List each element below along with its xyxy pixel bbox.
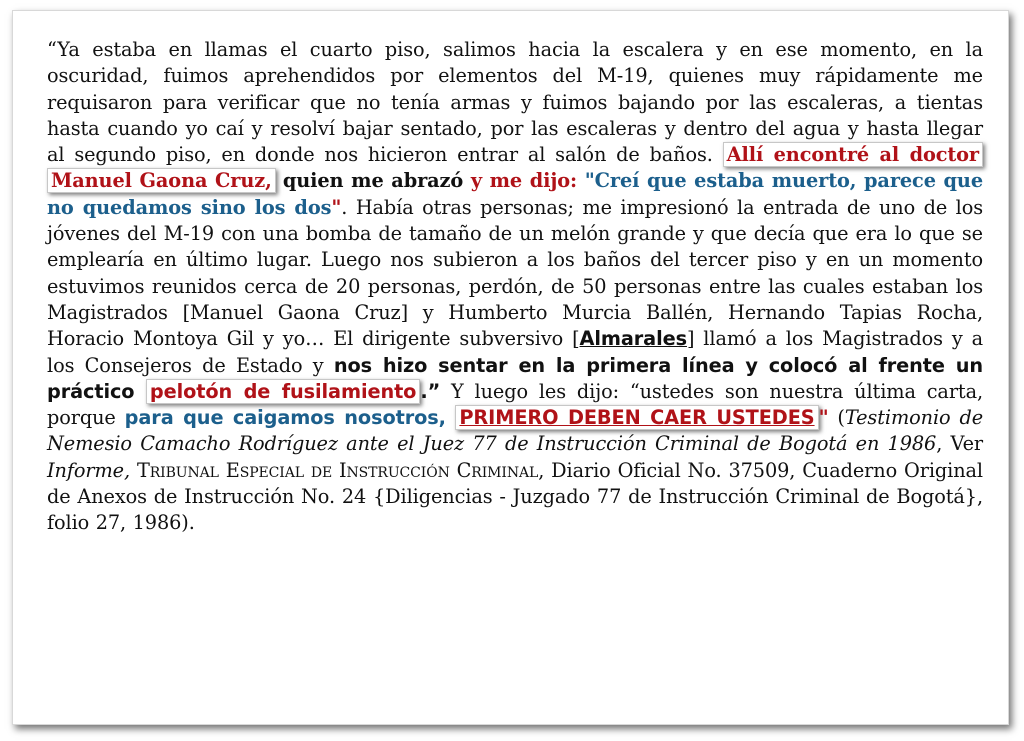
quote-text-3: ] llamó a los Magistrados y a los Consejeros de Estado y [47,327,983,377]
emphasis-caigamos: para que caigamos nosotros, [124,406,456,430]
spacer [276,169,283,192]
quote-text-7 [130,459,137,482]
highlight-peloton: pelotón de fusilamiento [146,379,420,404]
emphasis-closing: .” [420,379,441,403]
emphasis-dijo: y me dijo: [463,169,585,193]
highlight-primero-deben-caer: PRIMERO DEBEN CAER USTEDES [455,405,818,430]
closing-quote-mark: " [331,195,342,219]
quote-text-6: , Ver [936,432,983,456]
citation-tribunal: Tribunal Especial de Instrucción Criminal [136,458,539,482]
quote-text-5: ( [828,406,845,430]
name-almarales: Almarales [579,327,687,351]
testimony-quote [47,37,983,537]
quote-crei-que-estaba-muerto: "Creí que estaba muerto, parece que no quedamos sino los dos [47,169,984,219]
closing-quote-mark-2: " [818,406,829,430]
quote-text-4: Y luego les dijo: “ustedes son nuestra última carta, porque [47,379,984,430]
emphasis-primera-linea: nos hizo sentar en la primera línea y colocó al frente un práctico [47,353,983,403]
quote-text-1: “Ya estaba en llamas el cuarto piso, salimos hacia la escalera y en ese momento, en la oscuridad, fuimos aprehendidos por elementos del M-19, quienes muy rápidamente me requisaron para verificar que no tenía armas y fuimos bajando por las escaleras, a tientas hasta cuando yo caí y resolví bajar sentado, por las escaleras y dentro del agua y hasta llegar al segundo piso, en donde nos hicieron entrar al salón de baños. [47,38,983,167]
quote-text-2: . Había otras personas; me impresionó la entrada de uno de los jóvenes del M-19 con una bomba de tamaño de un melón grande y que decía que era lo que se emplearía en último lugar. Luego nos subieron a los baños del tercer piso y en un momento estuvimos reunidos cerca de 20 personas, perdón, de 50 personas entre las cuales estaban los Magistrados [Manuel Gaona Cruz] y Humberto Murcia Ballén, Hernando Tapias Rocha, Horacio Montoya Gil y yo… El dirigente subversivo [ [47,195,983,351]
document-frame [12,10,1009,725]
citation-testimonio: Testimonio de Nemesio Camacho Rodríguez ante el Juez 77 de Instrucción Criminal de Bogotá en 1986 [47,406,984,456]
citation-rest: , Diario Oficial No. 37509, Cuaderno Original de Anexos de Instrucción No. 24 {Diligencias - Juzgado 77 de Instrucción Criminal de Bogotá}, folio 27, 1986). [47,458,984,535]
citation-informe: Informe, [47,458,131,482]
highlight-gaona-cruz: Allí encontré al doctor Manuel Gaona Cruz, [47,142,983,193]
emphasis-abrazo: quien me abrazó [282,169,464,193]
